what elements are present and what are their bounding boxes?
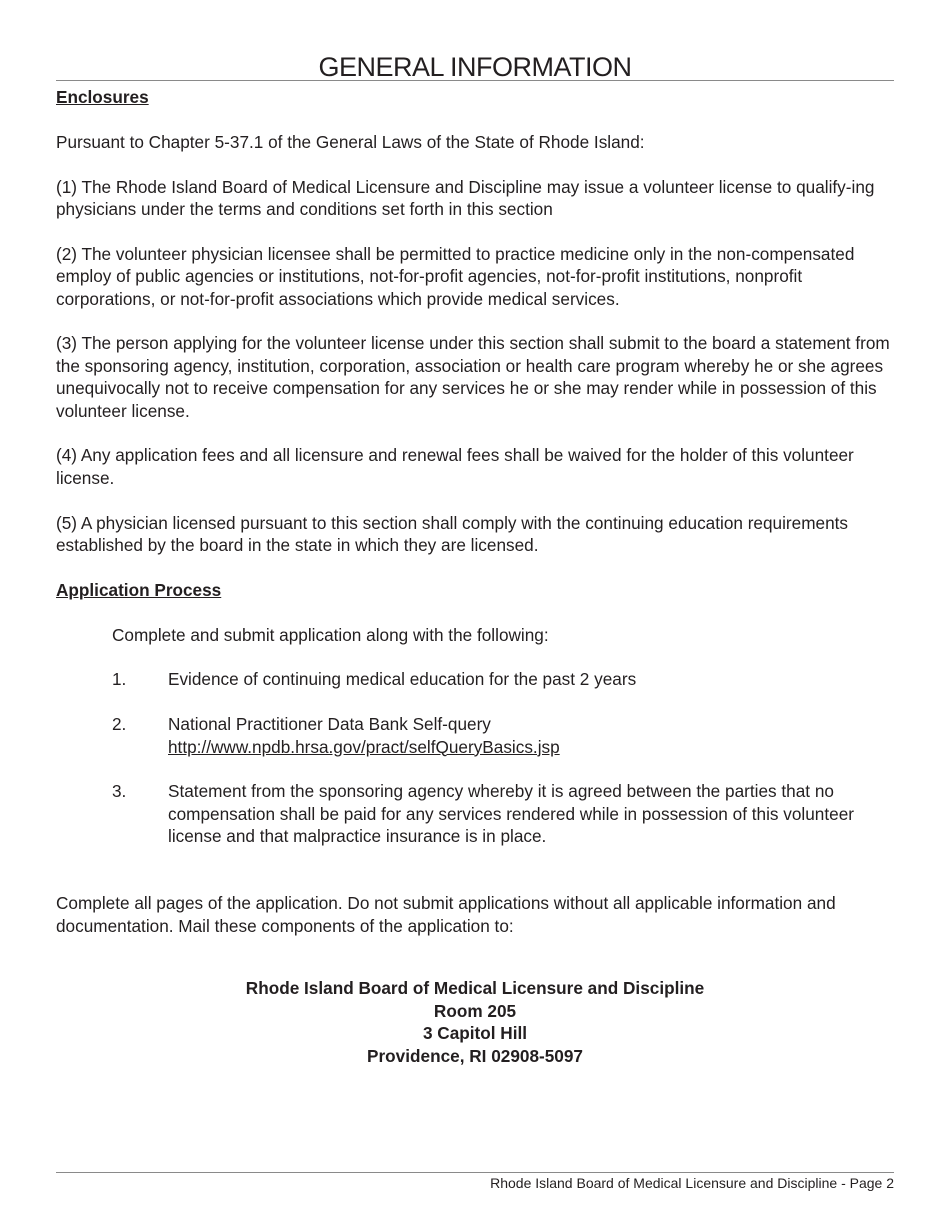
enclosure-item-2: (2) The volunteer physician licensee shall be permitted to practice medicine only in the non-compensated employ of public agencies or institutions, not-for-profit agencies, not-for-profit institutions, nonprofit corporations, or not-for-profit associations which provide medical services. [56,243,855,309]
address-line-4: Providence, RI 02908-5097 [367,1046,583,1067]
list-item-number: 3. [112,781,127,802]
enclosures-intro: Pursuant to Chapter 5-37.1 of the General Laws of the State of Rhode Island: [56,131,645,152]
list-item-label: Evidence of continuing medical education for the past 2 years [168,669,637,690]
list-item-text [168,668,894,690]
list-item-label: National Practitioner Data Bank Self-query [168,714,491,735]
enclosure-item-1: (1) The Rhode Island Board of Medical Licensure and Discipline may issue a volunteer license to qualify-ing physicians under the terms and conditions set forth in this section [56,176,875,219]
footer-divider [56,1172,894,1173]
address-line-2: Room 205 [433,1000,517,1021]
list-item-number: 1. [112,669,127,690]
list-item [56,780,894,847]
page-content [56,86,894,1068]
application-closing: Complete all pages of the application. Do not submit applications without all applicable information and documentation. Mail these components of the application to: [56,893,836,936]
list-item-text [168,780,894,847]
document-page [56,0,894,1230]
address-line-1: Rhode Island Board of Medical Licensure and Discipline [245,978,705,999]
enclosure-item-3: (3) The person applying for the volunteer license under this section shall submit to the board a statement from the sponsoring agency, institution, corporation, association or health care program whereby he or she agrees unequivocally not to receive compensation for any services he or she may render while in possession of this volunteer license. [56,333,890,421]
list-item-text [168,713,894,758]
page-title: GENERAL INFORMATION [318,52,632,82]
title-divider [56,80,894,81]
enclosure-item-4: (4) Any application fees and all licensure and renewal fees shall be waived for the holder of this volunteer license. [56,445,854,488]
page-footer: Rhode Island Board of Medical Licensure and Discipline - Page 2 [490,1175,894,1191]
address-line-3: 3 Capitol Hill [422,1023,528,1044]
list-item [56,668,894,690]
application-process-heading: Application Process [56,579,222,600]
enclosures-heading: Enclosures [56,87,149,107]
list-item-number: 2. [112,714,127,735]
npdb-self-query-link[interactable]: http://www.npdb.hrsa.gov/pract/selfQueryBasics.jsp [168,736,560,757]
list-item [56,713,894,758]
list-item-label: Statement from the sponsoring agency whereby it is agreed between the parties that no compensation shall be paid for any services rendered while in possession of this volunteer license and that malpractice insurance is in place. [168,781,854,847]
enclosure-item-5: (5) A physician licensed pursuant to this section shall comply with the continuing education requirements established by the board in the state in which they are licensed. [56,512,849,556]
requirements-list [56,668,894,847]
mailing-address [56,977,894,1067]
application-process-intro: Complete and submit application along with the following: [112,624,549,645]
